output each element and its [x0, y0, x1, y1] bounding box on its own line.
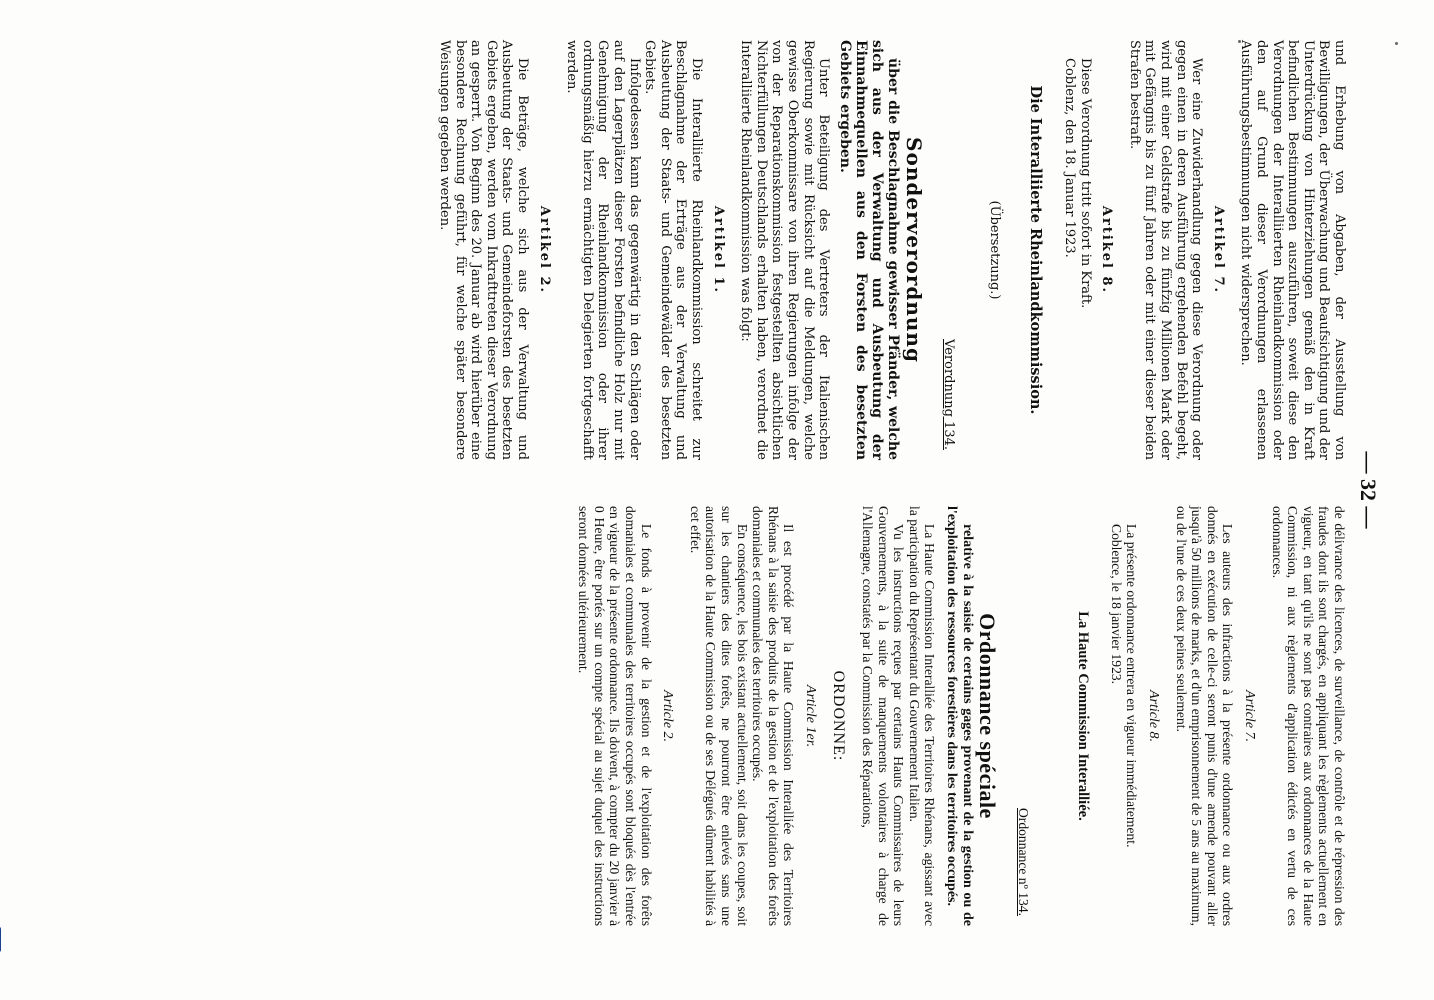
french-preamble-1: La Haute Commission Interalliée des Territoires Rhénans, agissant avec la participation du Représentant du Gouvernement Italien.: [906, 506, 938, 926]
german-article-2-text: Die Beträge, welche sich aus der Verwaltung und Ausbeutung der Staats- und Gemeindeforsten des besetzten Gebiets ergeben, werden vom Inkrafttreten dieser Verordnung an gesperrt. Von Beginn des 20. Januar ab wird hierüber eine besondere Rechnung geführt, für welche später besondere Weisungen gegeben werden.: [437, 40, 531, 460]
french-ordinance-title: Ordonnance spéciale: [975, 613, 1001, 819]
german-ordinance-number-text: Verordnung 134.: [941, 339, 957, 450]
german-article-7-text: Wer eine Zuwiderhandlung gegen diese Verordnung oder gegen einen in deren Ausführung ergehenden Befehl begeht, wird mit einer Geldstrafe bis zu fünfzig Millionen Mark oder mit Gefängnis bis zu fünf Jahren oder mit einer dieser beiden Strafen bestraft.: [1126, 40, 1205, 460]
german-article-1-text: Die Interalliierte Rheinlandkommission schreitet zur Beschlagnahme der Erträge aus der Verwaltung und Ausbeutung der Staats- und Gemeindewälder des besetzten Gebiets.: [642, 40, 704, 460]
dfg-logo: [0, 927, 1, 952]
page-number: — 32 —: [1356, 451, 1381, 529]
german-ordinance-subtitle: über die Beschlagnahme gewisser Pfänder, welche sich aus der Verwaltung und Ausbeutung der Einnahmequellen aus den Forsten des besetzten Gebiets ergeben.: [837, 40, 902, 460]
german-intro: und Erhebung von Abgaben, der Ausstellung von Bewilligungen, der Überwachung und Beaufsichtigung und der Unterdrückung von Hinterziehungen gemäß den in Kraft befindlichen Bestimmungen auszuführen, soweit diese den Verordnungen der Interalliierten Rheinlandkommission oder den auf Grund dieser Verordnungen erlassenen Ausführungsbestimmungen nicht widersprechen.: [1238, 40, 1347, 460]
german-article-2-title: Artikel 2.: [536, 205, 552, 295]
french-place-date: Coblence, le 18 janvier 1923.: [1108, 524, 1124, 685]
french-column: [67, 506, 1347, 926]
digitisation-credit: [0, 596, 3, 996]
french-signature: La Haute Commission Interalliée.: [1075, 611, 1092, 821]
french-article-8-text: La présente ordonnance entrera en vigueur immédiatement.: [1124, 524, 1140, 848]
french-article-8-title: Article 8.: [1146, 689, 1162, 743]
digitisation-credit-text: [0, 596, 1, 921]
french-article-2-text: Le fonds à provenir de la gestion et de l'exploitation des forêts domaniales et communales des territoires occupés sont bloqués dès l'entrée en vigueur de la présente ordonnance. Ils doivent, à compter du 20 janvier à 0 Heure, être portés sur un compte spécial au sujet duquel des instructions seront données ultérieurement.: [576, 506, 654, 926]
french-preamble-2: Vu les instructions reçues par certains Hauts Commissaires de leurs Gouvernements, à la suite de manquements volontaires à charge de l'Allemagne, constatés par la Commission des Réparations,: [860, 506, 907, 926]
german-ordinance-number: [941, 40, 957, 450]
german-column: [67, 40, 1347, 460]
german-article-8-title: Artikel 8.: [1099, 205, 1115, 295]
french-intro: de délivrance des licences, de surveillance, de contrôle et de répression des fraudes dont ils sont chargés, en appliquant les règlements actuellement en vigueur, en tant qu'ils ne sont pas contraires aux ordonnances de la Haute Commission, ni aux règlements d'application édictés en vertu de ces ordonnances.: [1269, 506, 1347, 926]
translation-note: (Übersetzung.): [986, 200, 1002, 300]
german-article-1-text-2: Infolgedessen kann das gegenwärtig in den Schlägen oder auf den Lagerplätzen dieser Forsten befindliche Holz nur mit Genehmigung der Rheinlandkommission oder ihrer ordnungsmäßig hierzu ermächtigten Delegierten fortgeschafft werden.: [564, 40, 642, 460]
french-article-1-text-2: En conséquence, les bois existant actuellement, soit dans les coupes, soit sur les chantiers des dites forêts, ne pourront être enlevés sans une autorisation de la Haute Commission ou de ses Délégués dûment habilités à cet effet.: [687, 506, 750, 926]
german-preamble: Unter Beteiligung des Vertreters der Italienischen Regierung sowie mit Rücksicht auf die Meldungen, welche gewisse Oberkommissare von ihren Regierungen infolge der von der Reparationskommission festgestellten absichtlichen Nichterfüllungen Deutschlands erhalten haben, verordnet die Interalliierte Rheinlandkommission was folgt:: [738, 40, 832, 460]
german-place-date: Coblenz, den 18. Januar 1923.: [1062, 58, 1078, 258]
german-ordinance-title: Sonderverordnung: [901, 137, 926, 363]
french-ordinance-number: [1015, 506, 1031, 916]
rotated-page-content: [53, 40, 1383, 940]
french-ordinance-subtitle: relative à la saisie de certains gages provenant de la gestion ou de l'exploitation des ressources forestières dans les territoires occupés.: [944, 506, 976, 926]
german-article-8-text: Diese Verordnung tritt sofort in Kraft.: [1077, 58, 1093, 309]
french-ordinance-number-text: Ordonnance nº 134.: [1015, 807, 1031, 916]
scan-speck: [1395, 42, 1398, 45]
german-article-7-title: Artikel 7.: [1210, 205, 1226, 295]
french-article-7-text: Les auteurs des infractions à la présente ordonnance ou aux ordres donnés en exécution de celle-ci seront punis d'une amende pouvant aller jusqu'à 50 millions de marks, et d'un emprisonnement de 5 ans au maximum, ou de l'une de ces deux peines seulement.: [1173, 506, 1236, 926]
german-article-1-title: Artikel 1.: [710, 205, 726, 295]
french-article-7-title: Article 7.: [1242, 689, 1258, 743]
french-article-2-title: Article 2.: [660, 689, 676, 743]
french-article-1-text: Il est procédé par la Haute Commission Interalliée des Territoires Rhénans à la saisie des produits de la gestion et de l'exploitation des forêts domaniales et communales des territoires occupés.: [750, 506, 797, 926]
french-article-1-title: Article 1er.: [802, 684, 818, 748]
french-ordonne: ORDONNE:: [829, 670, 847, 762]
german-signature: Die Interalliierte Rheinlandkommission.: [1027, 85, 1045, 415]
